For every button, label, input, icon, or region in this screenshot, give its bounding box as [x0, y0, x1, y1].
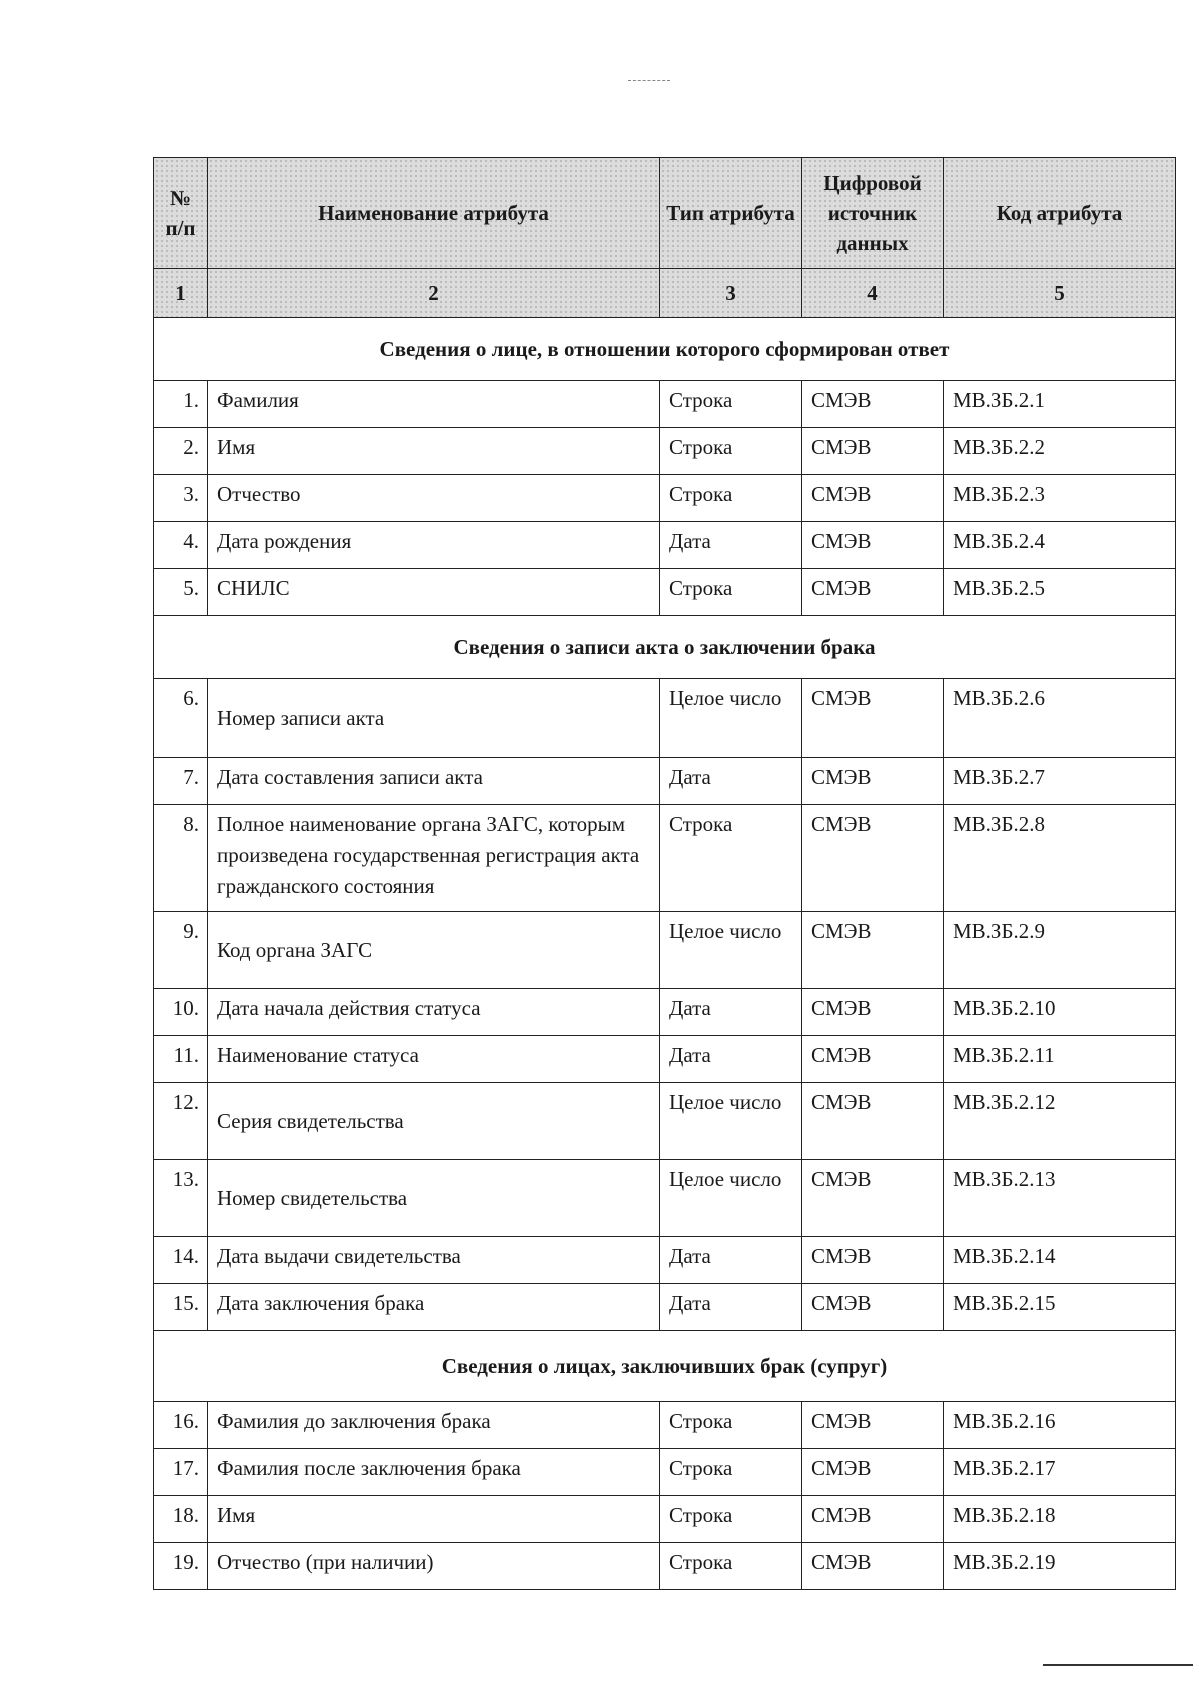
- attribute-code-cell: МВ.ЗБ.2.5: [944, 569, 1176, 616]
- attribute-code-cell: МВ.ЗБ.2.19: [944, 1543, 1176, 1590]
- attribute-type-cell: Целое число: [660, 1160, 802, 1237]
- attribute-name-cell: Фамилия: [208, 381, 660, 428]
- attribute-code-cell: МВ.ЗБ.2.7: [944, 758, 1176, 805]
- attribute-type-cell: Дата: [660, 989, 802, 1036]
- attribute-name-cell: Полное наименование органа ЗАГС, которым произведена государственная регистрация акта гражданского состояния: [208, 805, 660, 912]
- attribute-name-cell: Дата заключения брака: [208, 1284, 660, 1331]
- attribute-name-cell: Отчество (при наличии): [208, 1543, 660, 1590]
- data-source-cell: СМЭВ: [802, 805, 944, 912]
- row-number: 8.: [154, 805, 208, 912]
- table-header: [154, 158, 1176, 318]
- data-source-cell: СМЭВ: [802, 1402, 944, 1449]
- attribute-code-cell: МВ.ЗБ.2.4: [944, 522, 1176, 569]
- table-row: [154, 1160, 1176, 1237]
- table-row: [154, 1036, 1176, 1083]
- data-source-cell: СМЭВ: [802, 1496, 944, 1543]
- attribute-name-cell: Фамилия после заключения брака: [208, 1449, 660, 1496]
- row-number: 18.: [154, 1496, 208, 1543]
- row-number: 12.: [154, 1083, 208, 1160]
- data-source-cell: СМЭВ: [802, 1160, 944, 1237]
- data-source-cell: СМЭВ: [802, 989, 944, 1036]
- attribute-type-cell: Строка: [660, 1402, 802, 1449]
- section-title: Сведения о лицах, заключивших брак (супруг): [154, 1331, 1176, 1402]
- attribute-type-cell: Строка: [660, 475, 802, 522]
- attribute-type-cell: Строка: [660, 569, 802, 616]
- header-num-4: 4: [802, 269, 944, 318]
- section-row: [154, 318, 1176, 381]
- attribute-code-cell: МВ.ЗБ.2.15: [944, 1284, 1176, 1331]
- row-number: 19.: [154, 1543, 208, 1590]
- data-source-cell: СМЭВ: [802, 758, 944, 805]
- table-row: [154, 428, 1176, 475]
- header-attribute-name: Наименование атрибута: [208, 158, 660, 269]
- header-attribute-type: Тип атрибута: [660, 158, 802, 269]
- row-number: 7.: [154, 758, 208, 805]
- attribute-code-cell: МВ.ЗБ.2.8: [944, 805, 1176, 912]
- attribute-code-cell: МВ.ЗБ.2.16: [944, 1402, 1176, 1449]
- attribute-type-cell: Строка: [660, 1496, 802, 1543]
- row-number: 2.: [154, 428, 208, 475]
- attribute-name-cell: Номер свидетельства: [208, 1160, 660, 1237]
- table-row: [154, 679, 1176, 758]
- attribute-code-cell: МВ.ЗБ.2.13: [944, 1160, 1176, 1237]
- attribute-name-cell: Дата начала действия статуса: [208, 989, 660, 1036]
- attributes-table-container: [153, 157, 1175, 1590]
- attribute-code-cell: МВ.ЗБ.2.3: [944, 475, 1176, 522]
- attribute-name-cell: Дата выдачи свидетельства: [208, 1237, 660, 1284]
- attribute-code-cell: МВ.ЗБ.2.1: [944, 381, 1176, 428]
- header-num-5: 5: [944, 269, 1176, 318]
- attribute-name-cell: СНИЛС: [208, 569, 660, 616]
- attribute-type-cell: Дата: [660, 522, 802, 569]
- attribute-type-cell: Строка: [660, 428, 802, 475]
- table-row: [154, 1083, 1176, 1160]
- table-body: [154, 318, 1176, 1590]
- row-number: 14.: [154, 1237, 208, 1284]
- row-number: 6.: [154, 679, 208, 758]
- header-attribute-code: Код атрибута: [944, 158, 1176, 269]
- scan-mark: [628, 80, 670, 82]
- attribute-type-cell: Строка: [660, 1449, 802, 1496]
- row-number: 5.: [154, 569, 208, 616]
- attribute-code-cell: МВ.ЗБ.2.17: [944, 1449, 1176, 1496]
- header-num-2: 2: [208, 269, 660, 318]
- attribute-code-cell: МВ.ЗБ.2.6: [944, 679, 1176, 758]
- attribute-name-cell: Фамилия до заключения брака: [208, 1402, 660, 1449]
- table-row: [154, 1284, 1176, 1331]
- data-source-cell: СМЭВ: [802, 679, 944, 758]
- data-source-cell: СМЭВ: [802, 1543, 944, 1590]
- row-number: 13.: [154, 1160, 208, 1237]
- attribute-type-cell: Строка: [660, 1543, 802, 1590]
- attribute-code-cell: МВ.ЗБ.2.12: [944, 1083, 1176, 1160]
- table-row: [154, 381, 1176, 428]
- row-number: 15.: [154, 1284, 208, 1331]
- attribute-name-cell: Имя: [208, 428, 660, 475]
- table-row: [154, 989, 1176, 1036]
- row-number: 1.: [154, 381, 208, 428]
- section-title: Сведения о лице, в отношении которого сформирован ответ: [154, 318, 1176, 381]
- data-source-cell: СМЭВ: [802, 1083, 944, 1160]
- attribute-name-cell: Серия свидетельства: [208, 1083, 660, 1160]
- data-source-cell: СМЭВ: [802, 912, 944, 989]
- attribute-code-cell: МВ.ЗБ.2.9: [944, 912, 1176, 989]
- data-source-cell: СМЭВ: [802, 1449, 944, 1496]
- data-source-cell: СМЭВ: [802, 522, 944, 569]
- data-source-cell: СМЭВ: [802, 569, 944, 616]
- table-row: [154, 912, 1176, 989]
- row-number: 16.: [154, 1402, 208, 1449]
- attribute-type-cell: Целое число: [660, 679, 802, 758]
- attribute-name-cell: Код органа ЗАГС: [208, 912, 660, 989]
- row-number: 3.: [154, 475, 208, 522]
- data-source-cell: СМЭВ: [802, 1284, 944, 1331]
- row-number: 4.: [154, 522, 208, 569]
- header-numbering-row: [154, 269, 1176, 318]
- data-source-cell: СМЭВ: [802, 381, 944, 428]
- row-number: 10.: [154, 989, 208, 1036]
- data-source-cell: СМЭВ: [802, 475, 944, 522]
- attribute-type-cell: Целое число: [660, 1083, 802, 1160]
- data-source-cell: СМЭВ: [802, 1237, 944, 1284]
- attribute-name-cell: Отчество: [208, 475, 660, 522]
- section-row: [154, 616, 1176, 679]
- attribute-type-cell: Строка: [660, 381, 802, 428]
- table-row: [154, 1543, 1176, 1590]
- table-row: [154, 805, 1176, 912]
- table-row: [154, 475, 1176, 522]
- table-row: [154, 1449, 1176, 1496]
- footer-rule: [1043, 1664, 1193, 1666]
- attribute-code-cell: МВ.ЗБ.2.11: [944, 1036, 1176, 1083]
- section-row: [154, 1331, 1176, 1402]
- table-row: [154, 569, 1176, 616]
- table-row: [154, 1496, 1176, 1543]
- attribute-name-cell: Дата составления записи акта: [208, 758, 660, 805]
- row-number: 9.: [154, 912, 208, 989]
- attribute-type-cell: Дата: [660, 1237, 802, 1284]
- attribute-code-cell: МВ.ЗБ.2.14: [944, 1237, 1176, 1284]
- row-number: 11.: [154, 1036, 208, 1083]
- section-title: Сведения о записи акта о заключении брака: [154, 616, 1176, 679]
- data-source-cell: СМЭВ: [802, 428, 944, 475]
- attribute-name-cell: Номер записи акта: [208, 679, 660, 758]
- attribute-type-cell: Дата: [660, 1284, 802, 1331]
- table-row: [154, 758, 1176, 805]
- table-row: [154, 1237, 1176, 1284]
- attribute-code-cell: МВ.ЗБ.2.2: [944, 428, 1176, 475]
- attribute-type-cell: Строка: [660, 805, 802, 912]
- table-row: [154, 522, 1176, 569]
- attribute-code-cell: МВ.ЗБ.2.10: [944, 989, 1176, 1036]
- header-data-source: Цифровой источник данных: [802, 158, 944, 269]
- attribute-type-cell: Дата: [660, 758, 802, 805]
- attribute-name-cell: Наименование статуса: [208, 1036, 660, 1083]
- attributes-table: [153, 157, 1176, 1590]
- header-num-1: 1: [154, 269, 208, 318]
- header-num-3: 3: [660, 269, 802, 318]
- attribute-name-cell: Дата рождения: [208, 522, 660, 569]
- attribute-type-cell: Целое число: [660, 912, 802, 989]
- table-row: [154, 1402, 1176, 1449]
- header-number: № п/п: [154, 158, 208, 269]
- attribute-code-cell: МВ.ЗБ.2.18: [944, 1496, 1176, 1543]
- data-source-cell: СМЭВ: [802, 1036, 944, 1083]
- attribute-type-cell: Дата: [660, 1036, 802, 1083]
- header-row: [154, 158, 1176, 269]
- attribute-name-cell: Имя: [208, 1496, 660, 1543]
- row-number: 17.: [154, 1449, 208, 1496]
